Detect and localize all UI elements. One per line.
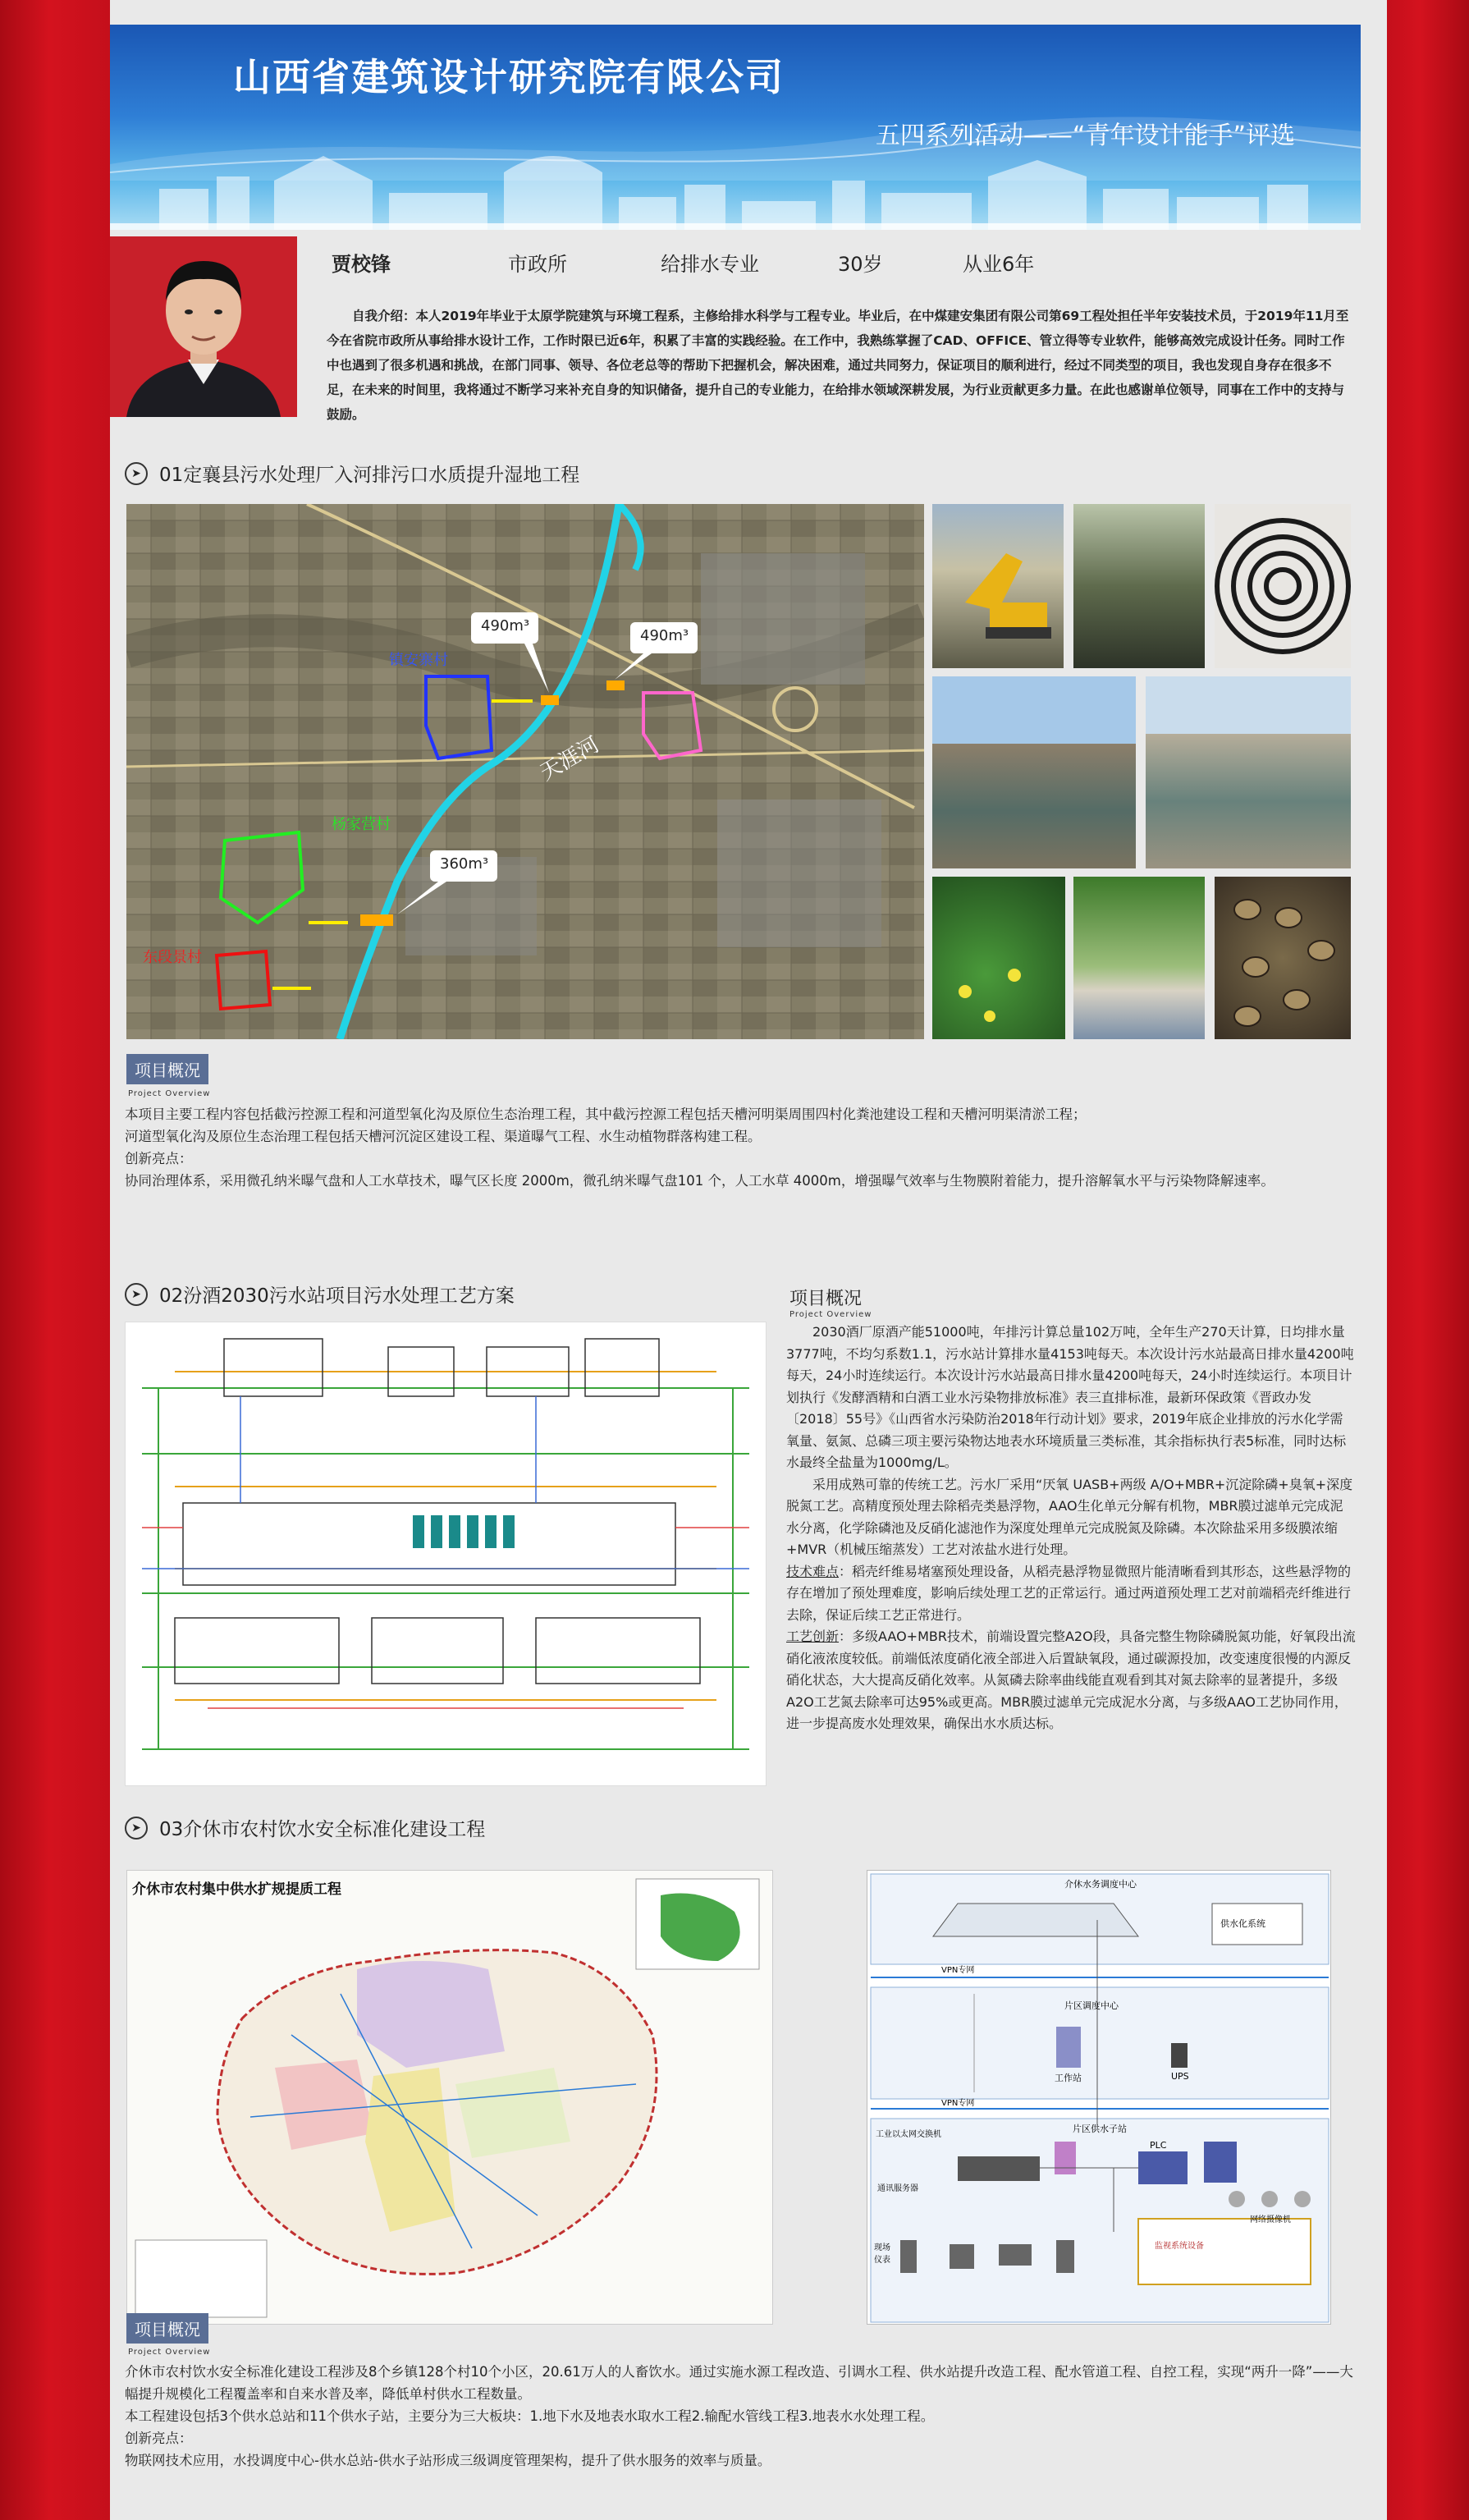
section3-text-3: 创新亮点：: [125, 2431, 193, 2446]
poster: [110, 25, 1387, 2504]
section3-text-4: 物联网技术应用，水投调度中心-供水总站-供水子站形成三级调度管理架构，提升了供水服务的效率与质量。: [125, 2453, 771, 2468]
volume-label-1: 490m³: [481, 617, 530, 635]
photo-settling-pond: [932, 676, 1136, 868]
section2-text: [786, 1322, 1356, 1735]
section3-text-1: 介休市农村饮水安全标准化建设工程涉及8个乡镇128个村10个小区，20.61万人的人畜饮水。通过实施水源工程改造、引调水工程、供水站提升改造工程、配水管道工程、自控工程，实现“两升一降”——大幅提升规模化工程覆盖率和自来水普及率，降低单村供水工程数量。: [125, 2364, 1353, 2402]
photo-artificial-grass: [1073, 877, 1205, 1039]
section1-heading: [125, 460, 579, 487]
diagram-workstation-label: 工作站: [1055, 2073, 1082, 2083]
arrow-icon: ➤: [125, 462, 148, 485]
diagram-center-label: 介休水务调度中心: [1064, 1879, 1137, 1890]
department: 市政所: [508, 253, 567, 276]
section1-text-2: 河道型氧化沟及原位生态治理工程包括天槽河沉淀区建设工程、渠道曝气工程、水生动植物群落构建工程。: [125, 1129, 762, 1144]
section2-p4-label: 工艺创新: [786, 1629, 840, 1644]
profile-info: [332, 248, 1349, 277]
section3-overview-tag: 项目概况: [126, 2313, 208, 2344]
section3-text-2: 本工程建设包括3个供水总站和11个供水子站，主要分为三大板块：1.地下水及地表水取水工程2.输配水管线工程3.地表水水处理工程。: [125, 2408, 935, 2424]
village-label-2: 杨家营村: [332, 816, 391, 833]
diagram-remote-label: 供水化系统: [1220, 1918, 1265, 1929]
photo-aeration-coil: [1215, 504, 1351, 668]
arrow-icon: ➤: [125, 1817, 148, 1840]
section1-title: 01定襄县污水处理厂入河排污口水质提升湿地工程: [159, 465, 580, 486]
diagram-field-label: 现场仪表: [874, 2243, 890, 2265]
major: 给排水专业: [661, 253, 759, 276]
age: 30岁: [838, 253, 883, 276]
section2-title: 02汾酒2030污水站项目污水处理工艺方案: [159, 1285, 515, 1307]
diagram-substation-label: 片区供水子站: [1073, 2124, 1127, 2134]
diagram-camera-label: 网络摄像机: [1250, 2215, 1291, 2224]
section2-heading: [125, 1281, 515, 1308]
section3-water-supply-map: [126, 1870, 773, 2325]
profile-photo: [110, 236, 297, 417]
diagram-vpn2-label: VPN专网: [941, 2099, 975, 2108]
photo-snails: [1215, 877, 1351, 1039]
section1-text: [125, 1103, 1356, 1192]
section2-overview-tag: 项目概况: [789, 1289, 863, 1309]
section2-process-drawing: [125, 1322, 767, 1786]
map-title: 介休市农村集中供水扩规提质工程: [132, 1881, 341, 1898]
photo-excavator: [932, 504, 1064, 668]
diagram-comm-server-label: 通讯服务器: [877, 2184, 918, 2193]
event-subtitle: 五四系列活动——“青年设计能手”评选: [875, 121, 1295, 150]
volume-label-2: 490m³: [640, 627, 689, 644]
photo-concrete-channel: [1146, 676, 1351, 868]
photo-channel-workers: [1073, 504, 1205, 668]
diagram-ups-label: UPS: [1171, 2071, 1189, 2082]
village-label-3: 东段景村: [143, 949, 202, 966]
village-label-1: 镇安寨村: [389, 652, 448, 669]
section2-overview-en: Project Overview: [789, 1310, 872, 1319]
photo-aquatic-plants: [932, 877, 1065, 1039]
river-label: 天涯河: [535, 732, 604, 786]
diagram-plc-label: PLC: [1150, 2140, 1167, 2151]
diagram-note-label: 监视系统设备: [1155, 2242, 1204, 2251]
section1-text-3: 创新亮点：: [125, 1151, 193, 1166]
section2-p3-label: 技术难点: [786, 1563, 840, 1579]
section2-p2: 采用成熟可靠的传统工艺。污水厂采用“厌氧 UASB+两级 A/O+MBR+沉淀除磷+臭氧+深度脱氮工艺。高精度预处理去除稻壳类悬浮物，AAO生化单元分解有机物，MBR膜过滤单元完成泥水分离，化学除磷池及反硝化滤池作为深度处理单元完成脱氮及除磷。本次除盐采用多级膜浓缩+MVR（机械压缩蒸发）工艺对浓盐水进行处理。: [786, 1476, 1353, 1557]
person-name: 贾校锋: [332, 253, 391, 276]
section3-heading: [125, 1814, 485, 1841]
section1-text-4: 协同治理体系，采用微孔纳米曝气盘和人工水草技术，曝气区长度 2000m，微孔纳米曝气盘101 个，人工水草 4000m，增强曝气效率与生物膜附着能力，提升溶解氧水平与污染物降解速率。: [125, 1173, 1275, 1189]
section3-network-diagram: [867, 1870, 1331, 2325]
experience: 从业6年: [963, 253, 1035, 276]
banner: [110, 25, 1361, 230]
company-title: 山西省建筑设计研究院有限公司: [233, 55, 785, 99]
section1-overview-tag: 项目概况: [126, 1054, 208, 1084]
self-introduction: 自我介绍：本人2019年毕业于太原学院建筑与环境工程系，主修给排水科学与工程专业。毕业后，在中煤建安集团有限公司第69工程处担任半年安装技术员，于2019年11月至今在省院市政所从事给排水设计工作，工作时限已近6年，积累了丰富的实践经验。在工作中，我熟练掌握了CAD、OFFICE、管立得等专业软件，能够高效完成设计任务。同时工作中也遇到了很多机遇和挑战，在部门同事、领导、各位老总等的帮助下把握机会，解决困难，通过共同努力，保证项目的顺利进行，经过不同类型的项目，我也发现自身存在很多不足，在未来的时间里，我将通过不断学习来补充自身的知识储备，提升自己的专业能力，在给排水领域深耕发展，为行业贡献更多力量。在此也感谢单位领导，同事在工作中的支持与鼓励。: [327, 309, 1349, 422]
section1-site-map: [126, 504, 924, 1039]
diagram-area-center-label: 片区调度中心: [1064, 2000, 1119, 2011]
diagram-vpn1-label: VPN专网: [941, 1966, 975, 1975]
section3-text: [125, 2361, 1356, 2472]
section3-title: 03介休市农村饮水安全标准化建设工程: [159, 1819, 486, 1840]
section1-text-1: 本项目主要工程内容包括截污控源工程和河道型氧化沟及原位生态治理工程，其中截污控源工程包括天槽河明渠周围四村化粪池建设工程和天槽河明渠清淤工程；: [125, 1107, 1087, 1122]
section2-p1: 2030酒厂原酒产能51000吨，年排污计算总量102万吨，全年生产270天计算，日均排水量3777吨，不均匀系数1.1，污水站计算排水量4153吨每天。本次设计污水站最高日排水量4200吨每天，24小时连续运行。本次设计污水站最高日排水量4200吨每天，24小时连续运行。本项目计划执行《发酵酒精和白酒工业水污染物排放标准》表三直排标准，最新环保政策《晋政办发〔2018〕55号》《山西省水污染防治2018年行动计划》要求，2019年底企业排放的污水化学需氧量、氨氮、总磷三项主要污染物达地表水环境质量三类标准，其余指标执行表5标准，同时达标水最终全盐量为1000mg/L。: [786, 1324, 1354, 1470]
section1-overview-en: Project Overview: [128, 1089, 211, 1098]
section3-overview-en: Project Overview: [128, 2348, 211, 2357]
diagram-switch-label: 工业以太网交换机: [876, 2130, 941, 2139]
section2-p3: 技术难点：稻壳纤维易堵塞预处理设备，从稻壳悬浮物显微照片能清晰看到其形态，这些悬浮物的存在增加了预处理难度，影响后续处理工艺的正常运行。通过两道预处理工艺对前端稻壳纤维进行去除，保证后续工艺正常进行。: [786, 1563, 1352, 1623]
arrow-icon: ➤: [125, 1283, 148, 1306]
section2-p4: 工艺创新：多级AAO+MBR技术，前端设置完整A2O段，具备完整生物除磷脱氮功能，好氧段出流硝化液浓度较低。前端低浓度硝化液全部进入后置缺氧段，通过碳源投加，改变速度很慢的内源反硝化状态，大大提高反硝化效率。从氮磷去除率曲线能直观看到其对氮去除率的显著提升，多级A2O工艺氮去除率可达95%或更高。MBR膜过滤单元完成泥水分离，与多级AAO工艺协同作用，进一步提高废水处理效果，确保出水水质达标。: [786, 1629, 1356, 1731]
map-legend: [135, 2240, 267, 2317]
volume-label-3: 360m³: [440, 855, 489, 873]
